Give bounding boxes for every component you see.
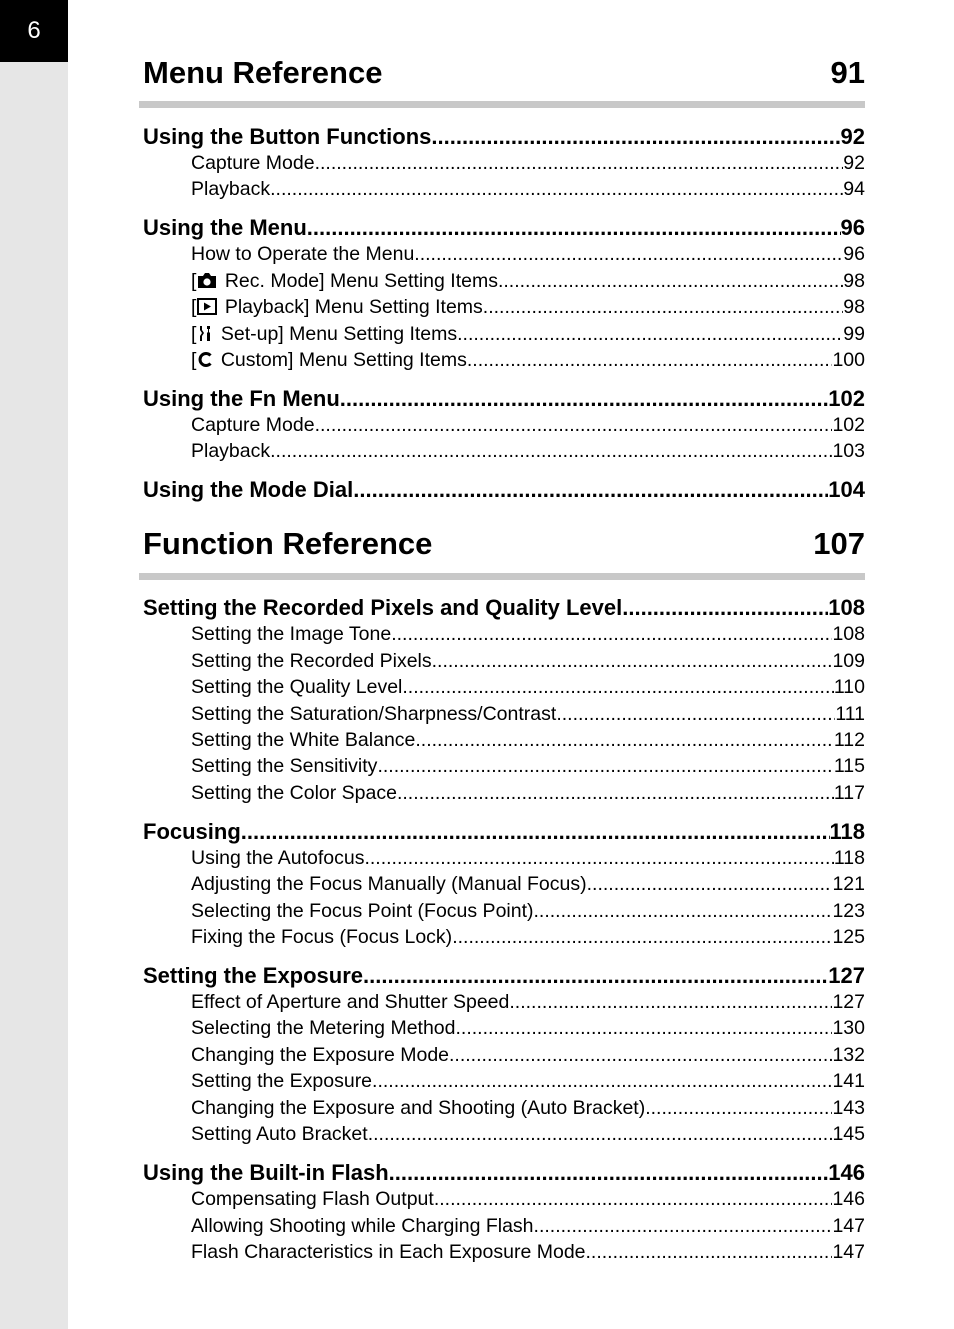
dot-leader <box>432 650 833 673</box>
entry-title <box>191 270 498 295</box>
entry-text: Adjusting the Focus Manually (Manual Focus) <box>191 873 587 895</box>
entry-text: Using the Autofocus <box>191 847 365 869</box>
entry-page: 143 <box>832 1097 865 1119</box>
section-heading-function-reference <box>143 526 865 562</box>
entry-page: 102 <box>832 414 865 436</box>
entry-title <box>191 847 364 870</box>
dot-leader <box>363 963 828 989</box>
entry-bracket: [ <box>191 349 197 371</box>
toc-subentry <box>191 296 865 321</box>
toc-subentry <box>191 991 865 1014</box>
entry-page: 108 <box>832 623 865 645</box>
entry-title <box>191 1215 534 1238</box>
entry-title <box>191 1070 372 1093</box>
entry-title <box>191 991 509 1014</box>
toc-subentry <box>191 926 865 949</box>
entry-text: Playback <box>191 440 271 462</box>
entry-title <box>191 440 270 463</box>
entry-text: Playback] Menu Setting Items <box>219 296 483 318</box>
toc-heading-entry <box>143 386 865 412</box>
section-title: Function Reference <box>143 526 433 561</box>
dot-leader <box>645 1097 832 1120</box>
entry-text: Changing the Exposure Mode <box>191 1044 450 1066</box>
dot-leader <box>534 1215 833 1238</box>
dot-leader <box>397 782 834 805</box>
entry-title <box>191 414 315 437</box>
dot-leader <box>372 1070 832 1093</box>
entry-bracket: [ <box>191 296 197 318</box>
dot-leader <box>270 178 843 201</box>
entry-text: Flash Characteristics in Each Exposure Mode <box>191 1241 586 1263</box>
entry-page: 146 <box>828 1160 865 1185</box>
toc-subentry <box>191 703 865 726</box>
entry-title <box>191 782 397 805</box>
entry-title <box>191 650 432 673</box>
section-heading-menu-reference <box>143 55 865 91</box>
toc-subentry <box>191 1241 865 1264</box>
entry-text: Setting the Color Space <box>191 782 397 804</box>
toc-subentry <box>191 270 865 295</box>
wrench-icon <box>197 325 213 348</box>
entry-text: Using the Fn Menu <box>143 386 340 411</box>
entry-title <box>191 926 452 949</box>
entry-title <box>191 755 377 778</box>
dot-leader <box>307 215 841 241</box>
page-number: 6 <box>0 0 68 62</box>
camera-icon <box>197 272 217 295</box>
entry-page: 125 <box>832 926 865 948</box>
dot-leader <box>270 440 832 463</box>
dot-leader <box>622 595 828 621</box>
entry-page: 98 <box>843 270 865 292</box>
entry-text: Focusing <box>143 819 241 844</box>
entry-page: 94 <box>843 178 865 200</box>
entry-text: Fixing the Focus (Focus Lock) <box>191 926 453 948</box>
entry-text: Setting the Saturation/Sharpness/Contrast <box>191 703 557 725</box>
dot-leader <box>340 386 829 412</box>
entry-page: 111 <box>835 703 865 725</box>
entry-text: Setting the Recorded Pixels and Quality Level <box>143 595 623 620</box>
entry-page: 123 <box>832 900 865 922</box>
entry-text: Changing the Exposure and Shooting (Auto Bracket) <box>191 1097 646 1119</box>
dot-leader <box>315 414 833 437</box>
entry-bracket: [ <box>191 323 197 345</box>
entry-title <box>143 1160 389 1186</box>
dot-leader <box>457 323 843 346</box>
entry-title <box>143 124 431 150</box>
toc-subentry <box>191 755 865 778</box>
entry-page: 121 <box>832 873 865 895</box>
entry-text: Setting the Exposure <box>191 1070 373 1092</box>
dot-leader <box>315 152 844 175</box>
entry-page: 118 <box>833 847 865 869</box>
toc-heading-entry <box>143 124 865 150</box>
entry-text: Setting the White Balance <box>191 729 416 751</box>
entry-title <box>191 323 457 348</box>
entry-bracket: [ <box>191 270 197 292</box>
entry-page: 115 <box>833 755 865 777</box>
entry-text: Setting the Sensitivity <box>191 755 378 777</box>
dot-leader <box>586 1241 833 1264</box>
entry-page: 92 <box>843 152 865 174</box>
entry-page: 141 <box>832 1070 865 1092</box>
entry-page: 117 <box>833 782 865 804</box>
toc-subentry <box>191 676 865 699</box>
entry-page: 147 <box>832 1215 865 1237</box>
section-divider <box>139 101 865 108</box>
dot-leader <box>353 477 828 503</box>
entry-text: How to Operate the Menu <box>191 243 415 265</box>
toc-heading-entry <box>143 963 865 989</box>
entry-text: Effect of Aperture and Shutter Speed <box>191 991 510 1013</box>
dot-leader <box>498 270 843 293</box>
toc-heading-entry <box>143 477 865 503</box>
toc-subentry <box>191 650 865 673</box>
entry-page: 100 <box>832 349 865 371</box>
entry-title <box>191 1017 456 1040</box>
toc-subentry <box>191 349 865 374</box>
entry-page: 96 <box>840 215 865 240</box>
entry-page: 127 <box>828 963 865 988</box>
entry-page: 92 <box>840 124 865 149</box>
entry-page: 110 <box>833 676 865 698</box>
entry-title <box>191 1188 434 1211</box>
toc-subentry <box>191 1123 865 1146</box>
toc-subentry <box>191 782 865 805</box>
entry-text: Using the Menu <box>143 215 307 240</box>
entry-title <box>191 349 467 374</box>
entry-title <box>143 963 363 989</box>
toc-subentry <box>191 1188 865 1211</box>
dot-leader <box>364 847 833 870</box>
entry-text: Selecting the Metering Method <box>191 1017 456 1039</box>
toc-subentry <box>191 623 865 646</box>
entry-page: 112 <box>833 729 865 751</box>
section-title: Menu Reference <box>143 55 383 90</box>
toc-subentry <box>191 1097 865 1120</box>
entry-page: 102 <box>828 386 865 411</box>
dot-leader <box>449 1044 832 1067</box>
entry-title <box>191 178 270 201</box>
toc-subentry <box>191 900 865 923</box>
entry-text: Rec. Mode] Menu Setting Items <box>219 270 498 292</box>
entry-text: Setting Auto Bracket <box>191 1123 368 1145</box>
dot-leader <box>587 873 833 896</box>
custom-icon <box>197 351 213 374</box>
dot-leader <box>377 755 833 778</box>
section-divider <box>139 573 865 580</box>
toc-subentry <box>191 243 865 266</box>
side-margin <box>0 0 68 1329</box>
dot-leader <box>434 1188 833 1211</box>
section-page: 91 <box>830 55 865 90</box>
entry-page: 145 <box>832 1123 865 1145</box>
entry-title <box>191 1123 368 1146</box>
section-page: 107 <box>813 526 865 561</box>
entry-title <box>191 676 402 699</box>
dot-leader <box>389 1160 829 1186</box>
entry-page: 132 <box>832 1044 865 1066</box>
toc-subentry <box>191 847 865 870</box>
entry-title <box>143 819 241 845</box>
dot-leader <box>534 900 833 923</box>
entry-title <box>143 477 353 503</box>
entry-text: Capture Mode <box>191 414 315 436</box>
toc-heading-entry <box>143 595 865 621</box>
entry-text: Selecting the Focus Point (Focus Point) <box>191 900 534 922</box>
entry-page: 109 <box>832 650 865 672</box>
dot-leader <box>368 1123 833 1146</box>
entry-text: Compensating Flash Output <box>191 1188 434 1210</box>
dot-leader <box>452 926 832 949</box>
entry-title <box>191 1044 449 1067</box>
entry-title <box>191 296 483 321</box>
toc-subentry <box>191 323 865 348</box>
dot-leader <box>483 296 844 319</box>
entry-text: Using the Built-in Flash <box>143 1160 389 1185</box>
entry-page: 146 <box>832 1188 865 1210</box>
entry-title <box>191 623 391 646</box>
dot-leader <box>414 243 843 266</box>
dot-leader <box>431 124 840 150</box>
toc-heading-entry <box>143 819 865 845</box>
entry-title <box>191 729 415 752</box>
entry-title <box>191 1097 645 1120</box>
dot-leader <box>391 623 832 646</box>
toc-subentry <box>191 729 865 752</box>
entry-text: Playback <box>191 178 271 200</box>
entry-text: Custom] Menu Setting Items <box>215 349 467 371</box>
entry-page: 99 <box>843 323 865 345</box>
toc-subentry <box>191 178 865 201</box>
entry-title <box>191 152 315 175</box>
toc-subentry <box>191 1070 865 1093</box>
entry-title <box>143 386 340 412</box>
entry-page: 104 <box>828 477 865 502</box>
dot-leader <box>467 349 833 372</box>
toc-subentry <box>191 414 865 437</box>
entry-title <box>191 900 534 923</box>
toc-subentry <box>191 440 865 463</box>
toc-subentry <box>191 152 865 175</box>
entry-page: 98 <box>843 296 865 318</box>
entry-text: Setting the Exposure <box>143 963 364 988</box>
toc-subentry <box>191 1017 865 1040</box>
entry-text: Using the Mode Dial <box>143 477 354 502</box>
entry-title <box>191 873 587 896</box>
entry-page: 108 <box>828 595 865 620</box>
entry-text: Setting the Image Tone <box>191 623 392 645</box>
entry-page: 118 <box>829 819 865 844</box>
toc-subentry <box>191 1215 865 1238</box>
dot-leader <box>509 991 832 1014</box>
entry-page: 103 <box>832 440 865 462</box>
entry-page: 96 <box>843 243 865 265</box>
toc-subentry <box>191 873 865 896</box>
toc-heading-entry <box>143 215 865 241</box>
entry-text: Setting the Recorded Pixels <box>191 650 432 672</box>
entry-title <box>191 1241 586 1264</box>
dot-leader <box>556 703 835 726</box>
entry-title <box>143 595 622 621</box>
toc-subentry <box>191 1044 865 1067</box>
entry-page: 130 <box>832 1017 865 1039</box>
playback-icon <box>197 298 217 321</box>
entry-text: Set-up] Menu Setting Items <box>215 323 458 345</box>
entry-text: Setting the Quality Level <box>191 676 403 698</box>
entry-text: Allowing Shooting while Charging Flash <box>191 1215 534 1237</box>
entry-text: Capture Mode <box>191 152 315 174</box>
entry-title <box>191 703 556 726</box>
entry-page: 127 <box>832 991 865 1013</box>
entry-page: 147 <box>832 1241 865 1263</box>
dot-leader <box>456 1017 833 1040</box>
toc-heading-entry <box>143 1160 865 1186</box>
dot-leader <box>402 676 834 699</box>
dot-leader <box>241 819 830 845</box>
entry-title <box>143 215 307 241</box>
dot-leader <box>415 729 834 752</box>
entry-title <box>191 243 414 266</box>
entry-text: Using the Button Functions <box>143 124 432 149</box>
